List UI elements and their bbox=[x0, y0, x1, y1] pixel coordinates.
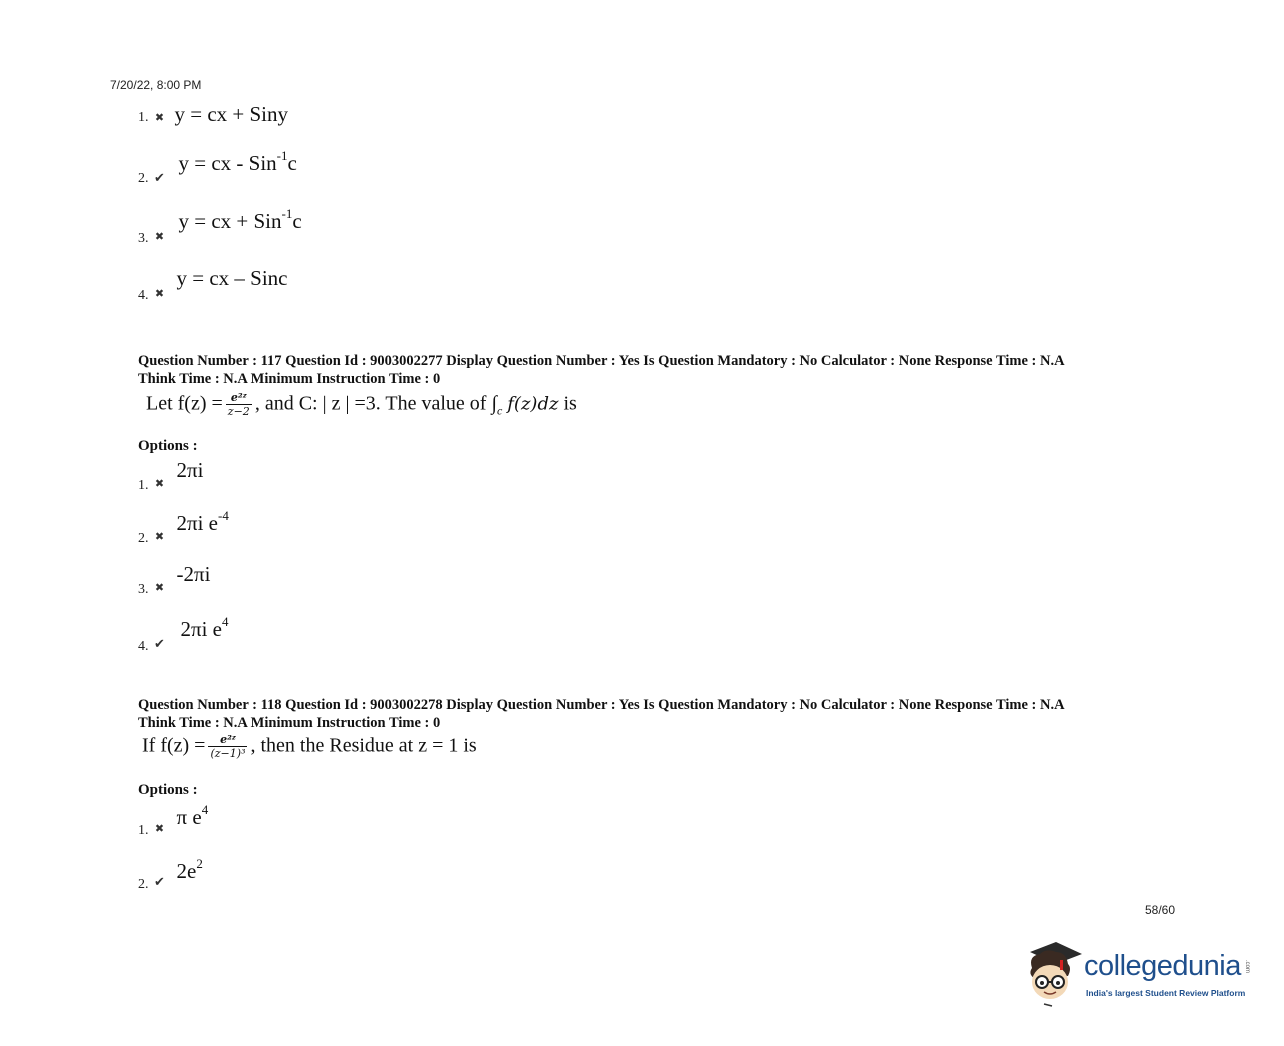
stem-text: , then the Residue at z = 1 is bbox=[250, 734, 477, 757]
fraction-numerator: e²ᶻ bbox=[230, 391, 247, 404]
superscript: 4 bbox=[222, 614, 229, 629]
cross-icon: ✖ bbox=[154, 288, 165, 300]
superscript: -1 bbox=[276, 148, 288, 163]
integrand: f(z)dz bbox=[507, 393, 559, 415]
collegedunia-logo bbox=[1022, 938, 1262, 1008]
cross-icon: ✖ bbox=[154, 112, 165, 124]
cross-icon: ✖ bbox=[154, 823, 165, 835]
options-label: Options : bbox=[138, 782, 198, 798]
option-text: π e bbox=[176, 805, 202, 829]
question-meta: Think Time : N.A Minimum Instruction Time : 0 bbox=[138, 715, 441, 731]
option-number: 2. bbox=[138, 171, 149, 186]
option-number: 4. bbox=[138, 639, 149, 654]
stem-text: , and C: | z | =3. The value of ∫ bbox=[254, 392, 497, 415]
page-number: 58/60 bbox=[1145, 903, 1176, 917]
superscript: 2 bbox=[196, 856, 203, 871]
fraction-denominator: (z−1)³ bbox=[210, 747, 246, 761]
mascot-icon bbox=[1022, 938, 1084, 1008]
stem-text: If f(z) = bbox=[142, 734, 206, 757]
fraction-denominator: z−2 bbox=[227, 405, 250, 419]
check-icon: ✔ bbox=[154, 874, 165, 889]
cross-icon: ✖ bbox=[154, 231, 165, 243]
cross-icon: ✖ bbox=[154, 531, 165, 543]
superscript: -1 bbox=[281, 206, 293, 221]
superscript: 4 bbox=[201, 802, 209, 817]
superscript: -4 bbox=[218, 508, 229, 523]
option-number: 4. bbox=[138, 288, 149, 303]
stem-text: is bbox=[563, 392, 577, 415]
option-number: 2. bbox=[138, 877, 149, 892]
logo-domain: .com bbox=[1244, 960, 1250, 974]
option-row bbox=[138, 148, 297, 186]
option-number: 1. bbox=[138, 110, 149, 125]
option-row bbox=[138, 562, 211, 597]
option-row bbox=[138, 614, 229, 654]
option-text: 2πi e bbox=[180, 617, 223, 641]
integral-subscript: c bbox=[496, 403, 503, 418]
option-number: 3. bbox=[138, 231, 149, 246]
check-icon: ✔ bbox=[154, 170, 165, 185]
option-row bbox=[138, 508, 229, 546]
option-text: y = cx – Sinc bbox=[176, 266, 288, 290]
question-meta: Think Time : N.A Minimum Instruction Time : 0 bbox=[138, 371, 441, 387]
option-number: 2. bbox=[138, 531, 149, 546]
logo-wordmark: collegedunia bbox=[1084, 950, 1241, 982]
option-text: -2πi bbox=[176, 562, 211, 586]
options-label: Options : bbox=[138, 438, 198, 454]
option-text: c bbox=[287, 151, 297, 175]
option-number: 3. bbox=[138, 582, 149, 597]
option-row bbox=[138, 856, 203, 892]
fraction bbox=[208, 734, 247, 760]
option-number: 1. bbox=[138, 478, 149, 493]
option-text: 2πi e bbox=[176, 511, 219, 535]
print-timestamp: 7/20/22, 8:00 PM bbox=[110, 78, 202, 92]
option-row bbox=[138, 266, 288, 303]
option-text: c bbox=[292, 209, 302, 233]
option-text: y = cx + Sin bbox=[178, 209, 282, 233]
option-text: y = cx - Sin bbox=[178, 151, 277, 175]
option-row bbox=[138, 102, 288, 127]
option-row bbox=[138, 206, 302, 246]
question-meta: Question Number : 117 Question Id : 9003002277 Display Question Number : Yes Is Question Mandatory : No Calculator : None Response Time : N.A bbox=[138, 353, 1065, 369]
option-row bbox=[138, 802, 209, 838]
option-text: 2e bbox=[176, 859, 197, 883]
fraction bbox=[226, 392, 252, 418]
question-meta: Question Number : 118 Question Id : 9003002278 Display Question Number : Yes Is Question Mandatory : No Calculator : None Response Time : N.A bbox=[138, 697, 1065, 713]
check-icon: ✔ bbox=[154, 636, 165, 651]
option-row bbox=[138, 458, 204, 493]
question-stem bbox=[146, 392, 577, 419]
option-text: 2πi bbox=[176, 458, 204, 482]
fraction-numerator: e²ᶻ bbox=[220, 733, 236, 746]
logo-tagline: India's largest Student Review Platform bbox=[1086, 988, 1246, 998]
cross-icon: ✖ bbox=[154, 478, 165, 490]
question-stem bbox=[142, 734, 477, 760]
option-text: y = cx + Siny bbox=[174, 102, 289, 126]
cross-icon: ✖ bbox=[154, 582, 165, 594]
stem-text: Let f(z) = bbox=[146, 392, 223, 415]
option-number: 1. bbox=[138, 823, 149, 838]
